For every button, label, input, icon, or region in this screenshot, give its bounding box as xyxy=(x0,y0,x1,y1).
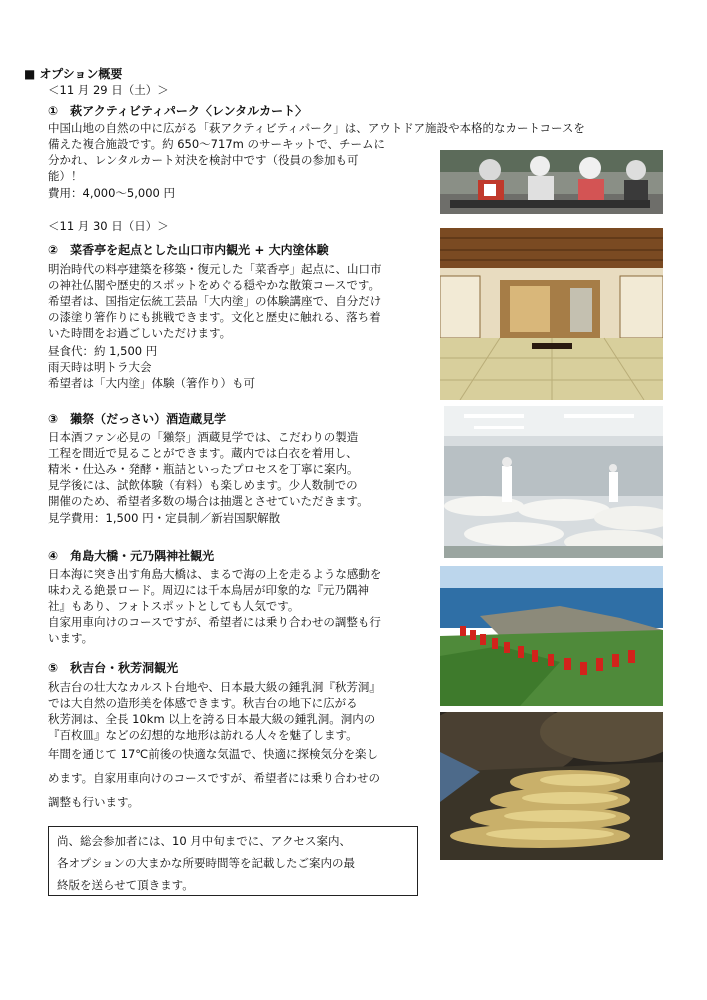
item3-fee: 見学費用：1,500 円・定員制／新岩国駅解散 xyxy=(48,511,281,525)
notice-line: 各オプションの大まかな所要時間等を記載したご案内の最 xyxy=(57,856,355,870)
item4-line: 味わえる絶景ロード。周辺には千本鳥居が印象的な『元乃隅神 xyxy=(48,583,369,597)
date-day2: ＜11 月 30 日（日）＞ xyxy=(48,219,169,233)
item5-line: 調整も行います。 xyxy=(48,795,140,809)
item5-line: 年間を通じて 17℃前後の快適な気温で、快適に探検気分を楽し xyxy=(48,747,378,761)
section-header: ■ オプション概要 xyxy=(24,67,123,81)
notice-box xyxy=(48,826,418,896)
item3-line: 日本酒ファン必見の「獺祭」酒蔵見学では、こだわりの製造 xyxy=(48,430,359,444)
coast-torii-photo xyxy=(440,566,663,706)
item3-title: ③ 獺祭（だっさい）酒造蔵見学 xyxy=(48,412,227,426)
date-day1: ＜11 月 29 日（土）＞ xyxy=(48,83,169,97)
item2-line: の漆塗り箸作りにも挑戦できます。文化と歴史に触れる、落ち着 xyxy=(48,310,381,324)
go-kart-photo xyxy=(440,150,663,214)
item1-title: ① 萩アクティビティパーク〈レンタルカート〉 xyxy=(48,104,308,118)
item1-line: 備えた複合施設です。約 650〜717m のサーキットで、チームに xyxy=(48,137,386,151)
item3-line: 精米・仕込み・発酵・瓶詰といったプロセスを丁寧に案内。 xyxy=(48,462,359,476)
item5-line: 『百枚皿』などの幻想的な地形は訪れる人々を魅了します。 xyxy=(48,728,358,742)
item5-line: 秋芳洞は、全長 10km 以上を誇る日本最大級の鍾乳洞。洞内の xyxy=(48,712,376,726)
item2-option: 希望者は「大内塗」体験（箸作り）も可 xyxy=(48,376,255,390)
item4-line: 自家用車向けのコースですが、希望者には乗り合わせの調整も行 xyxy=(48,615,381,629)
item2-line: 希望者は、国指定伝統工芸品「大内塗」の体験講座で、自分だけ xyxy=(48,294,382,308)
brewery-photo xyxy=(444,406,663,558)
item2-line: いた時間をお過ごしいただけます。 xyxy=(48,326,232,340)
item1-line: 能）！ xyxy=(48,169,83,183)
item2-lunch: 昼食代：約 1,500 円 xyxy=(48,344,158,358)
item4-line: 日本海に突き出す角島大橋は、まるで海の上を走るような感動を xyxy=(48,567,382,581)
item1-line: 中国山地の自然の中に広がる「萩アクティビティパーク」は、アウトドア施設や本格的なカートコースを xyxy=(48,121,585,135)
item3-line: 見学後には、試飲体験（有料）も楽しめます。少人数制での xyxy=(48,478,358,492)
item2-title: ② 菜香亭を起点とした山口市内観光 + 大内塗体験 xyxy=(48,243,329,257)
notice-line: 終版を送らせて頂きます。 xyxy=(57,878,194,892)
item2-line: の神社仏閣や歴史的スポットをめぐる穏やかな散策コースです。 xyxy=(48,278,381,292)
item3-line: 工程を間近で見ることができます。蔵内では白衣を着用し、 xyxy=(48,446,358,460)
item4-title: ④ 角島大橋・元乃隅神社観光 xyxy=(48,549,215,563)
cave-photo xyxy=(440,712,663,860)
item3-line: 開催のため、希望者多数の場合は抽選とさせていただきます。 xyxy=(48,494,369,508)
item1-line: 分かれ、レンタルカート対決を検討中です（役員の参加も可 xyxy=(48,153,359,167)
item2-line: 明治時代の料亭建築を移築・復元した「菜香亭」起点に、山口市 xyxy=(48,262,382,276)
tatami-hall-photo xyxy=(440,228,663,400)
item5-title: ⑤ 秋吉台・秋芳洞観光 xyxy=(48,661,179,675)
item5-line: では大自然の造形美を体感できます。秋吉台の地下に広がる xyxy=(48,696,358,710)
item4-line: います。 xyxy=(48,631,94,645)
item4-line: 社』もあり、フォトスポットとしても人気です。 xyxy=(48,599,300,613)
item5-line: 秋吉台の壮大なカルスト台地や、日本最大級の鍾乳洞『秋芳洞』 xyxy=(48,680,381,694)
notice-line: 尚、総会参加者には、10 月中旬までに、アクセス案内、 xyxy=(57,834,351,848)
item5-line: めます。自家用車向けのコースですが、希望者には乗り合わせの xyxy=(48,771,381,785)
item2-rain: 雨天時は明トラ大会 xyxy=(48,360,152,374)
item1-fee: 費用：4,000〜5,000 円 xyxy=(48,186,175,200)
